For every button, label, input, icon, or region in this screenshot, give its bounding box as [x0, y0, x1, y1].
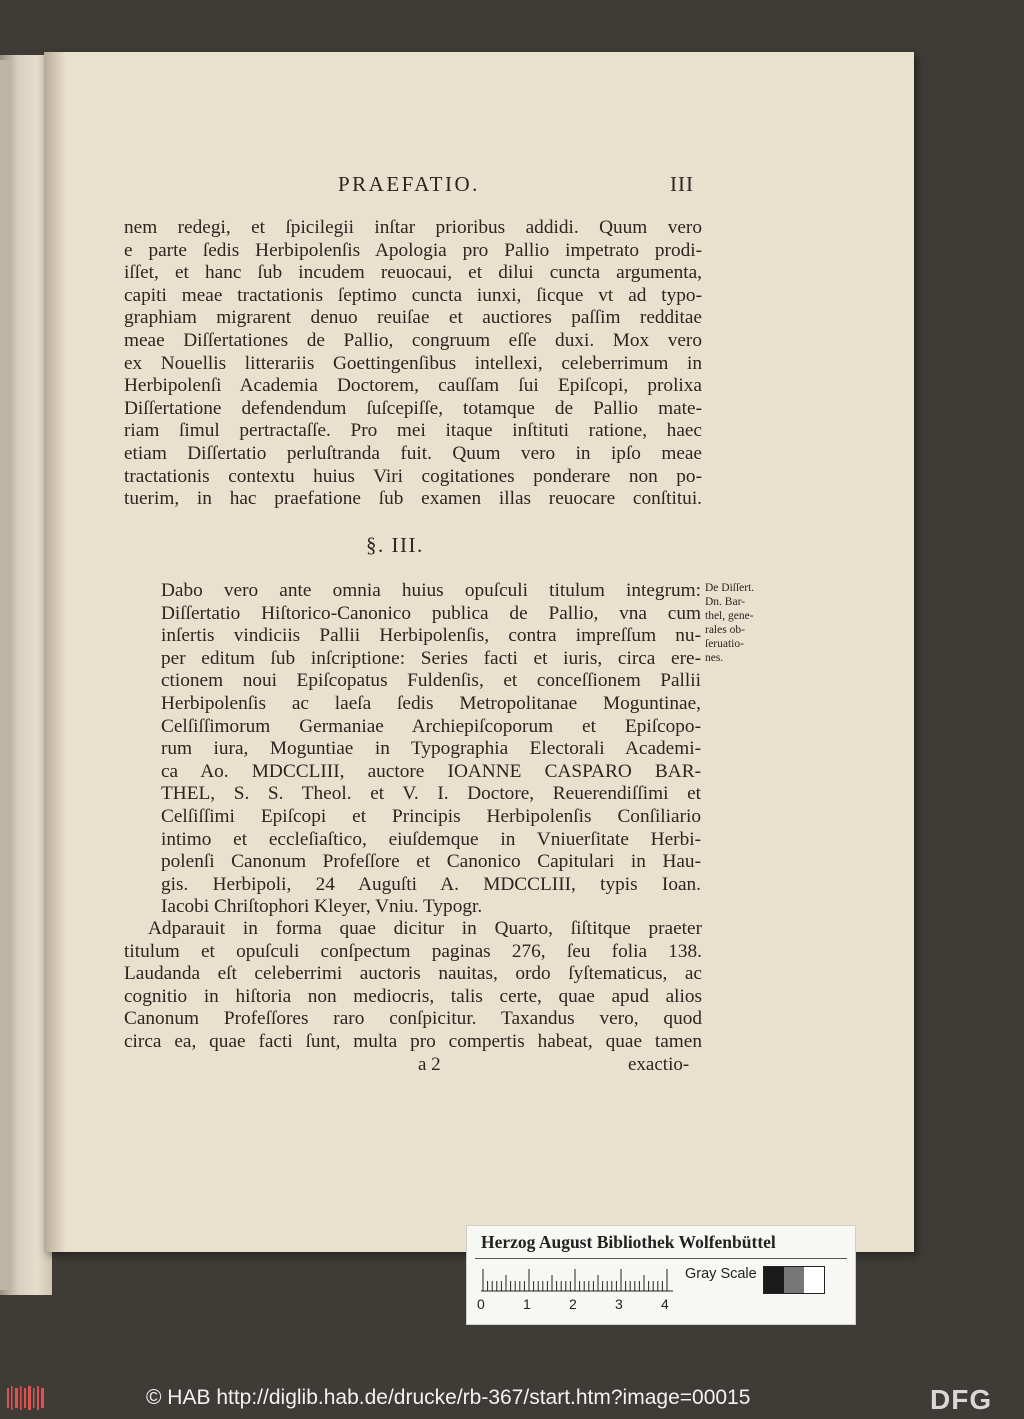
text-line: e parte ſedis Herbipolenſis Apologia pro Pallio impetrato prodi-: [124, 239, 702, 261]
text-line: Celſiſſimi Epiſcopi et Principis Herbipolenſis Conſiliario: [161, 805, 701, 827]
margin-note-line: De Diſſert.: [705, 582, 755, 594]
ruler-number: 2: [569, 1296, 577, 1312]
ruler-number: 4: [661, 1296, 669, 1312]
text-line: THEL, S. S. Theol. et V. I. Doctore, Reuerendiſſimi et: [161, 783, 701, 805]
catchword: exactio-: [628, 1054, 690, 1075]
text-line: Herbipolenſis ac laeſa ſedis Metropolitanae Moguntinae,: [161, 692, 701, 714]
text-line: Canonum Profeſſores raro conſpicitur. Taxandus vero, quod: [124, 1008, 702, 1030]
text-line: titulum et opuſculi conſpectum paginas 276, ſeu folia 138.: [124, 940, 702, 962]
text-line: inſertis vindiciis Pallii Herbipolenſis, contra impreſſum nu-: [161, 625, 701, 647]
margin-note-line: Dn. Bar-: [705, 596, 746, 608]
text-line: riam ſimul pertractaſſe. Pro mei itaque inſtituti ratione, haec: [124, 420, 702, 442]
paragraph-2: [161, 580, 701, 919]
text-line: meae Diſſertationes de Pallio, congruum eſſe duxi. Mox vero: [124, 329, 702, 351]
text-line: Diſſertatione defendendum ſuſcepiſſe, totamque de Pallio mate-: [124, 397, 702, 419]
gutter-shadow: [44, 52, 66, 1252]
label-divider: [475, 1258, 847, 1259]
text-line: Laudanda eſt celeberrimi auctoris nauitas, ordo ſyſtematicus, ac: [124, 963, 702, 985]
text-line: intimo et eccleſiaſtico, eiuſdemque in Vniuerſitate Herbi-: [161, 828, 701, 850]
running-header: PRAEFATIO.: [338, 172, 480, 196]
text-line: cognitio in hiſtoria non mediocris, talis certe, quae apud alios: [124, 985, 702, 1007]
section-heading: §. III.: [366, 533, 424, 557]
text-line: tractationis contextu huius Viri cogitationes ponderare non po-: [124, 465, 702, 487]
text-line: graphiam migrarent denuo reuiſae et auctiores paſſim redditae: [124, 307, 702, 329]
gray-swatch-black: [764, 1267, 784, 1293]
gray-scale-label: Gray Scale: [685, 1266, 757, 1282]
text-line: Celſiſſimorum Germaniae Archiepiſcoporum et Epiſcopo-: [161, 715, 701, 737]
margin-note: [705, 581, 785, 665]
margin-note-line: thel, gene-: [705, 610, 754, 622]
margin-note-line: nes.: [705, 652, 724, 664]
text-line: tuerim, in hac praefatione ſub examen illas reuocare conſtitui.: [124, 488, 702, 510]
margin-note-line: rales ob-: [705, 624, 745, 636]
text-line: capiti meae tractationis ſeptimo cuncta iunxi, ſicque vt ad typo-: [124, 284, 702, 306]
text-line: Dabo vero ante omnia huius opuſculi titulum integrum:: [161, 580, 701, 601]
text-line: per editum ſub inſcriptione: Series facti et iuris, circa ere-: [161, 647, 701, 669]
text-line: etiam Diſſertatio perluſtranda fuit. Quum vero in ipſo meae: [124, 442, 702, 464]
dfg-logo: DFG: [930, 1384, 993, 1415]
text-line: nem redegi, et ſpicilegii inſtar prioribus addidi. Quum vero: [124, 217, 702, 238]
copyright-link[interactable]: © HAB http://diglib.hab.de/drucke/rb-367/start.htm?image=00015: [146, 1386, 751, 1409]
text-line: circa ea, quae facti ſunt, multa pro compertis habeat, quae tamen: [124, 1030, 702, 1052]
gray-scale-swatch: [763, 1266, 825, 1294]
text-line: iſſet, et hanc ſub incudem reuocaui, et dilui cuncta argumenta,: [124, 262, 702, 284]
text-line: Herbipolenſi Academia Doctorem, cauſſam ſui Epiſcopi, prolixa: [124, 375, 702, 397]
gray-swatch-mid: [784, 1267, 804, 1293]
margin-note-line: ſeruatio-: [705, 638, 744, 650]
barcode-icon: [6, 1384, 46, 1412]
library-color-card: [466, 1225, 856, 1325]
text-line: gis. Herbipoli, 24 Auguſti A. MDCCLIII, typis Ioan.: [161, 873, 701, 895]
ruler-number: 1: [523, 1296, 531, 1312]
text-line: Iacobi Chriſtophori Kleyer, Vniu. Typogr.: [161, 896, 483, 918]
text-line: Diſſertatio Hiſtorico-Canonico publica de Pallio, vna cum: [161, 602, 701, 624]
text-line: Adparauit in forma quae dicitur in Quarto, ſiſtitque praeter: [148, 918, 702, 939]
text-line: rum iura, Moguntiae in Typographia Electorali Academi-: [161, 738, 701, 760]
library-name: Herzog August Bibliothek Wolfenbüttel: [481, 1232, 776, 1252]
text-line: ex Nouellis litterariis Goettingenſibus intellexi, celeberrimum in: [124, 352, 702, 374]
ruler-number: 0: [477, 1296, 485, 1312]
text-line: ctionem noui Epiſcopatus Fuldenſis, et conceſſionem Pallii: [161, 670, 701, 692]
page-number: III: [670, 172, 694, 196]
ruler-number: 3: [615, 1296, 623, 1312]
scale-ruler: [481, 1266, 673, 1292]
text-line: ca Ao. MDCCLIII, auctore IOANNE CASPARO BAR-: [161, 760, 701, 782]
gray-swatch-white: [804, 1267, 824, 1293]
signature-mark: a 2: [418, 1054, 441, 1075]
paragraph-1: [124, 217, 702, 511]
facing-page-margin: [0, 60, 10, 1290]
paragraph-3: [124, 918, 702, 1054]
text-line: polenſi Canonum Profeſſore et Canonico Capitulari in Hau-: [161, 851, 701, 873]
